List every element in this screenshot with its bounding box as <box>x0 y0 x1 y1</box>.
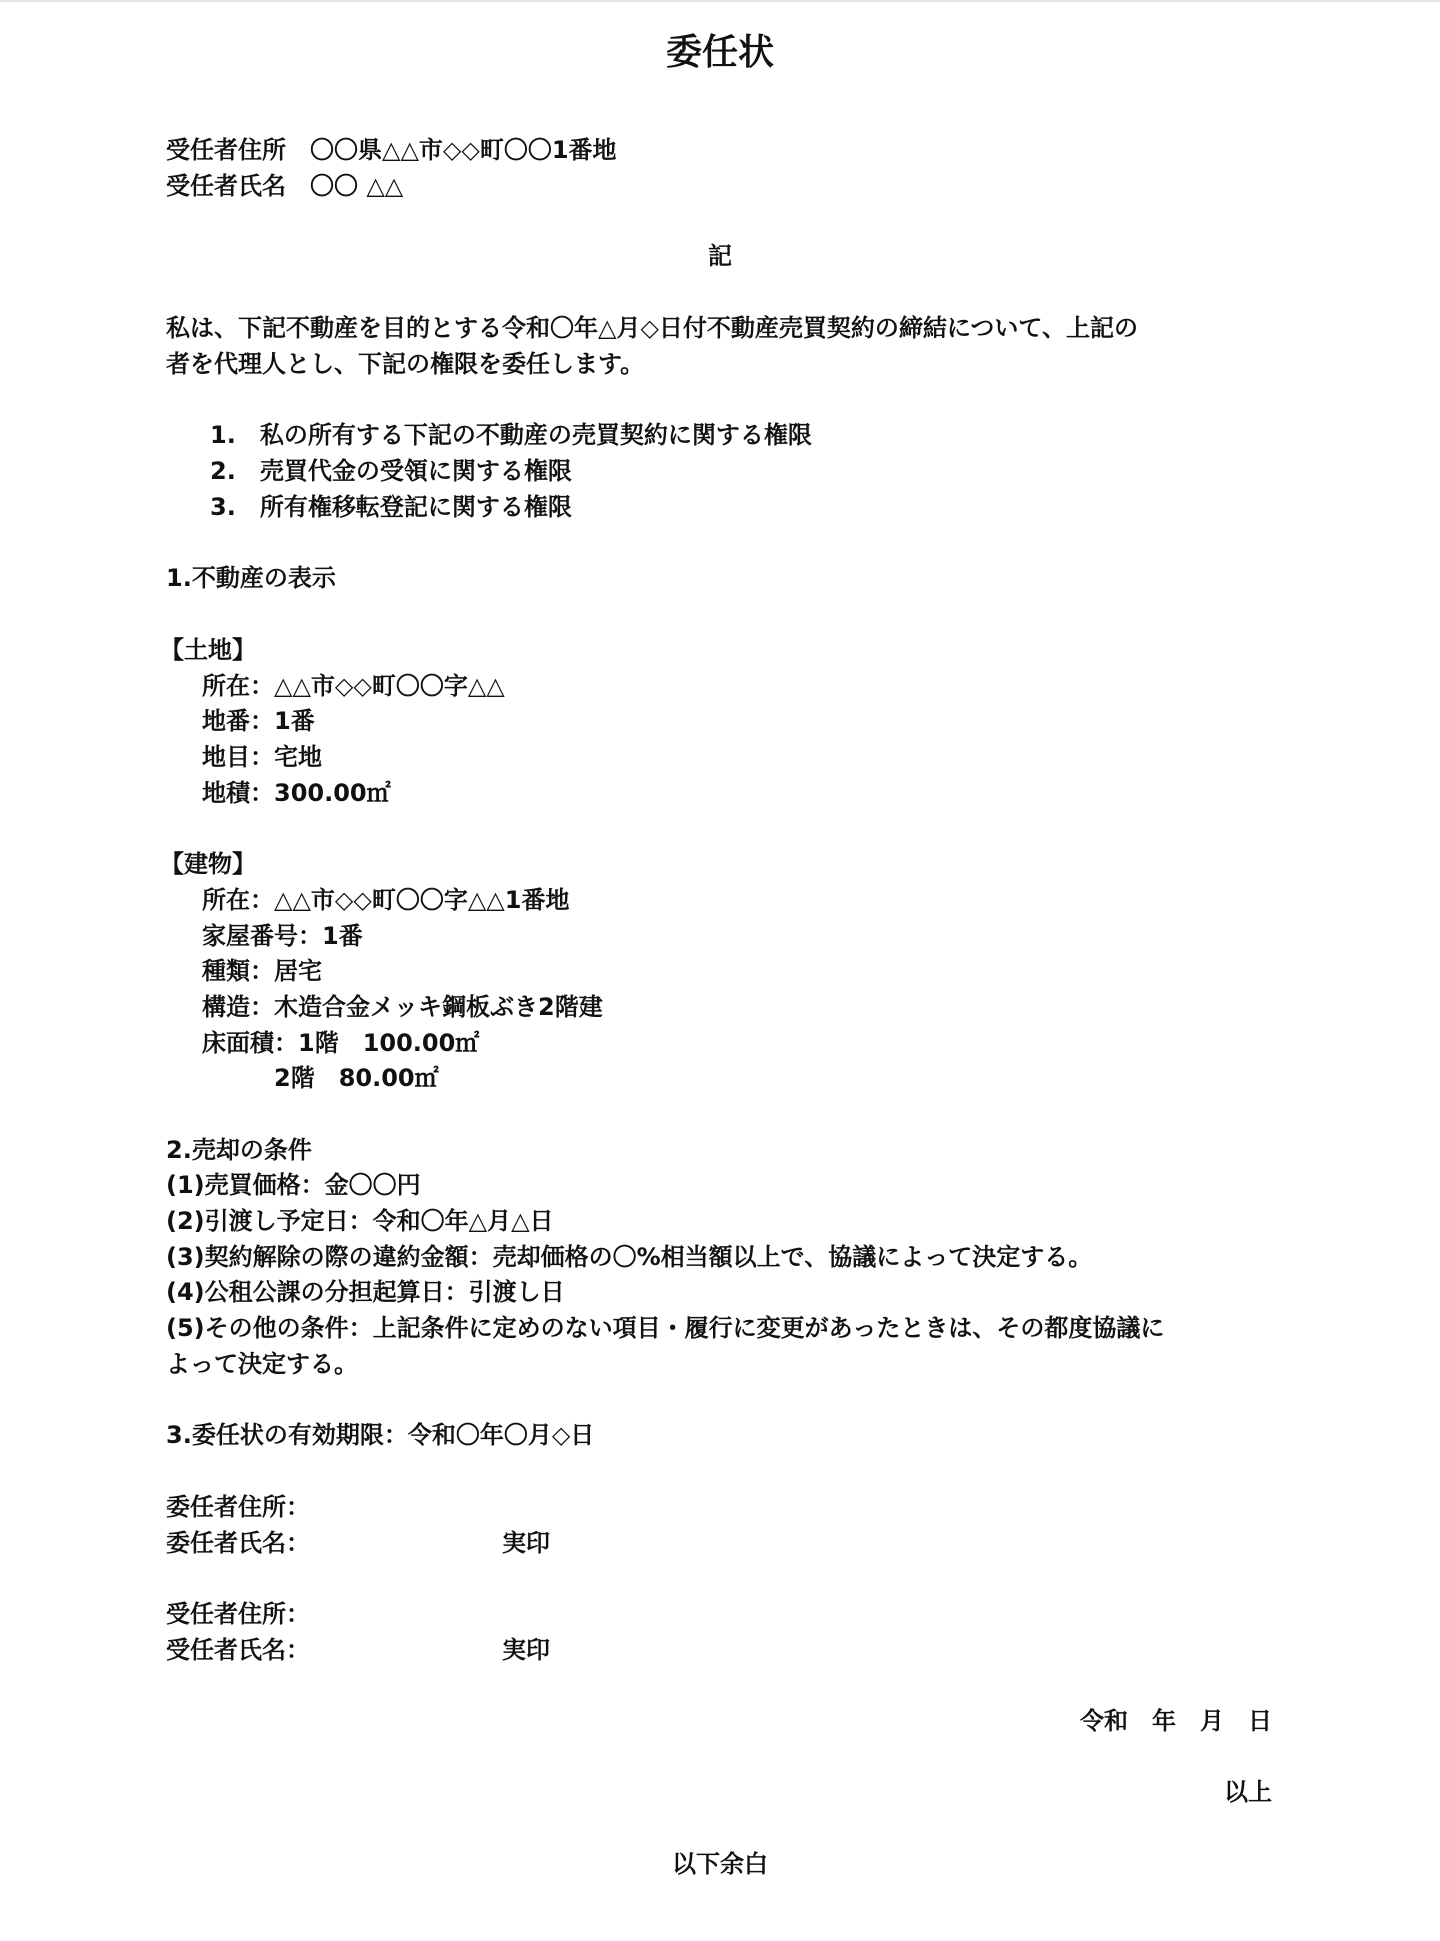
building-detail-line: 構造：木造合金メッキ鋼板ぶき2階建 <box>202 993 603 1021</box>
agent-address-line: 受任者住所 〇〇県△△市◇◇町〇〇1番地 <box>166 136 617 164</box>
section-3-validity: 3.委任状の有効期限：令和〇年〇月◇日 <box>166 1421 595 1449</box>
authority-item: 2. 売買代金の受領に関する権限 <box>210 457 572 485</box>
intro-line-1: 私は、下記不動産を目的とする令和〇年△月◇日付不動産売買契約の締結について、上記の <box>166 314 1138 342</box>
agent-name-label: 受任者氏名： <box>166 1636 310 1664</box>
land-detail-line: 地目：宅地 <box>202 743 322 771</box>
section-2-heading: 2.売却の条件 <box>166 1136 312 1164</box>
section-1-heading: 1.不動産の表示 <box>166 564 336 592</box>
building-heading: 【建物】 <box>160 850 256 878</box>
authority-item: 3. 所有権移転登記に関する権限 <box>210 493 572 521</box>
building-detail-line: 家屋番号：1番 <box>202 922 363 950</box>
condition-line: (3)契約解除の際の違約金額：売却価格の〇%相当額以上で、協議によって決定する。 <box>166 1243 1093 1271</box>
agent-name-line: 受任者氏名 〇〇 △△ <box>166 172 404 200</box>
principal-name-label: 委任者氏名： <box>166 1529 310 1557</box>
building-floor2-line: 2階 80.00㎡ <box>274 1064 439 1092</box>
document-title: 委任状 <box>665 32 774 73</box>
condition-line: (2)引渡し予定日：令和〇年△月△日 <box>166 1207 554 1235</box>
building-detail-line: 所在：△△市◇◇町〇〇字△△1番地 <box>202 886 570 914</box>
agent-address-label: 受任者住所： <box>166 1600 310 1628</box>
condition-line: (1)売買価格：金〇〇円 <box>166 1171 421 1199</box>
condition-line: (4)公租公課の分担起算日：引渡し日 <box>166 1278 565 1306</box>
land-detail-line: 地番：1番 <box>202 707 315 735</box>
principal-address-label: 委任者住所： <box>166 1493 310 1521</box>
condition-line: よって決定する。 <box>166 1350 358 1378</box>
end-mark: 以上 <box>1224 1778 1272 1806</box>
land-heading: 【土地】 <box>160 636 256 664</box>
land-detail-line: 地積：300.00㎡ <box>202 779 391 807</box>
building-detail-line: 床面積：1階 100.00㎡ <box>202 1029 480 1057</box>
blank-below-mark: 以下余白 <box>672 1850 768 1878</box>
building-detail-line: 種類：居宅 <box>202 957 322 985</box>
principal-seal-label: 実印 <box>502 1529 550 1557</box>
authority-item: 1. 私の所有する下記の不動産の売買契約に関する権限 <box>210 421 812 449</box>
date-line: 令和 年 月 日 <box>1080 1707 1272 1735</box>
land-detail-line: 所在：△△市◇◇町〇〇字△△ <box>202 672 505 700</box>
condition-line: (5)その他の条件：上記条件に定めのない項目・履行に変更があったときは、その都度協議に <box>166 1314 1165 1342</box>
agent-seal-label: 実印 <box>502 1636 550 1664</box>
intro-line-2: 者を代理人とし、下記の権限を委任します。 <box>166 350 645 378</box>
ki-heading: 記 <box>708 242 732 270</box>
